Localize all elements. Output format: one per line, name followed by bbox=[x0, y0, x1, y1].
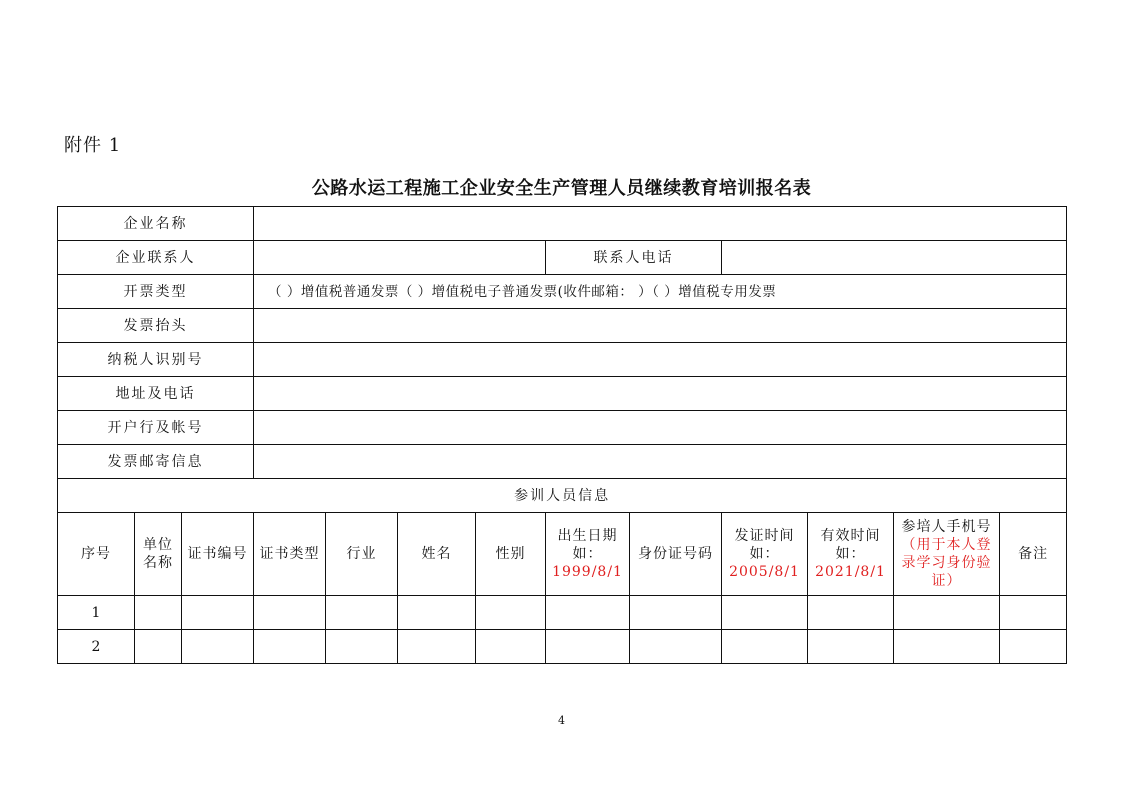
cell-input[interactable] bbox=[476, 630, 546, 664]
cell-input[interactable] bbox=[182, 596, 254, 630]
cell-input[interactable] bbox=[808, 630, 894, 664]
form-title: 公路水运工程施工企业安全生产管理人员继续教育培训报名表 bbox=[311, 178, 812, 199]
address-phone-label: 地址及电话 bbox=[58, 377, 254, 411]
col-issue-example: 2005/8/1 bbox=[729, 564, 800, 580]
cell-input[interactable] bbox=[722, 596, 808, 630]
cell-input[interactable] bbox=[894, 596, 1000, 630]
cell-input[interactable] bbox=[182, 630, 254, 664]
company-name-field[interactable] bbox=[254, 207, 1067, 241]
cell-input[interactable] bbox=[476, 596, 546, 630]
col-remark: 备注 bbox=[1000, 513, 1067, 596]
invoice-type-row bbox=[58, 275, 1067, 309]
col-id-no: 身份证号码 bbox=[630, 513, 722, 596]
cell-input[interactable] bbox=[630, 596, 722, 630]
col-valid-example: 2021/8/1 bbox=[815, 564, 886, 580]
participants-header-row bbox=[58, 513, 1067, 596]
cell-input[interactable] bbox=[254, 630, 326, 664]
invoice-type-options[interactable]: （ ）增值税普通发票（ ）增值税电子普通发票(收件邮箱： ）（ ）增值税专用发票 bbox=[254, 275, 1067, 309]
attachment-label: 附件 1 bbox=[64, 135, 122, 156]
address-phone-field[interactable] bbox=[254, 377, 1067, 411]
bank-account-field[interactable] bbox=[254, 411, 1067, 445]
participants-section-title: 参训人员信息 bbox=[58, 479, 1067, 513]
company-contact-label: 企业联系人 bbox=[58, 241, 254, 275]
taxpayer-id-field[interactable] bbox=[254, 343, 1067, 377]
cell-input[interactable] bbox=[630, 630, 722, 664]
col-birth bbox=[546, 513, 630, 596]
participants-section-row bbox=[58, 479, 1067, 513]
col-cert-no: 证书编号 bbox=[182, 513, 254, 596]
invoice-header-label: 发票抬头 bbox=[58, 309, 254, 343]
company-name-row bbox=[58, 207, 1067, 241]
cell-input[interactable] bbox=[254, 596, 326, 630]
col-issue-label: 发证时间如： bbox=[734, 528, 795, 562]
cell-input[interactable] bbox=[808, 596, 894, 630]
row-seq: 1 bbox=[58, 596, 135, 630]
cell-input[interactable] bbox=[722, 630, 808, 664]
col-birth-example: 1999/8/1 bbox=[552, 564, 623, 580]
invoice-header-row bbox=[58, 309, 1067, 343]
cell-input[interactable] bbox=[326, 630, 398, 664]
contact-phone-label: 联系人电话 bbox=[546, 241, 722, 275]
col-phone bbox=[894, 513, 1000, 596]
cell-input[interactable] bbox=[398, 630, 476, 664]
cell-input[interactable] bbox=[326, 596, 398, 630]
row-seq: 2 bbox=[58, 630, 135, 664]
cell-input[interactable] bbox=[135, 596, 182, 630]
invoice-mail-row bbox=[58, 445, 1067, 479]
col-industry: 行业 bbox=[326, 513, 398, 596]
cell-input[interactable] bbox=[398, 596, 476, 630]
col-birth-label: 出生日期如： bbox=[557, 528, 618, 562]
registration-form-table bbox=[57, 206, 1067, 664]
address-phone-row bbox=[58, 377, 1067, 411]
company-contact-field[interactable] bbox=[254, 241, 546, 275]
table-row bbox=[58, 630, 1067, 664]
cell-input[interactable] bbox=[546, 630, 630, 664]
cell-input[interactable] bbox=[135, 630, 182, 664]
col-issue bbox=[722, 513, 808, 596]
invoice-mail-label: 发票邮寄信息 bbox=[58, 445, 254, 479]
col-gender: 性别 bbox=[476, 513, 546, 596]
invoice-header-field[interactable] bbox=[254, 309, 1067, 343]
bank-account-row bbox=[58, 411, 1067, 445]
bank-account-label: 开户行及帐号 bbox=[58, 411, 254, 445]
company-contact-row bbox=[58, 241, 1067, 275]
col-valid bbox=[808, 513, 894, 596]
company-name-label: 企业名称 bbox=[58, 207, 254, 241]
cell-input[interactable] bbox=[1000, 596, 1067, 630]
page-number: 4 bbox=[558, 714, 565, 727]
invoice-mail-field[interactable] bbox=[254, 445, 1067, 479]
cell-input[interactable] bbox=[894, 630, 1000, 664]
col-phone-label: 参培人手机号 bbox=[901, 519, 992, 535]
col-name: 姓名 bbox=[398, 513, 476, 596]
col-cert-type: 证书类型 bbox=[254, 513, 326, 596]
cell-input[interactable] bbox=[1000, 630, 1067, 664]
cell-input[interactable] bbox=[546, 596, 630, 630]
contact-phone-field[interactable] bbox=[722, 241, 1067, 275]
col-seq: 序号 bbox=[58, 513, 135, 596]
col-valid-label: 有效时间如： bbox=[820, 528, 881, 562]
taxpayer-id-row bbox=[58, 343, 1067, 377]
taxpayer-id-label: 纳税人识别号 bbox=[58, 343, 254, 377]
invoice-type-label: 开票类型 bbox=[58, 275, 254, 309]
col-unit: 单位名称 bbox=[135, 513, 182, 596]
col-phone-note: （用于本人登录学习身份验证） bbox=[901, 537, 992, 589]
table-row bbox=[58, 596, 1067, 630]
